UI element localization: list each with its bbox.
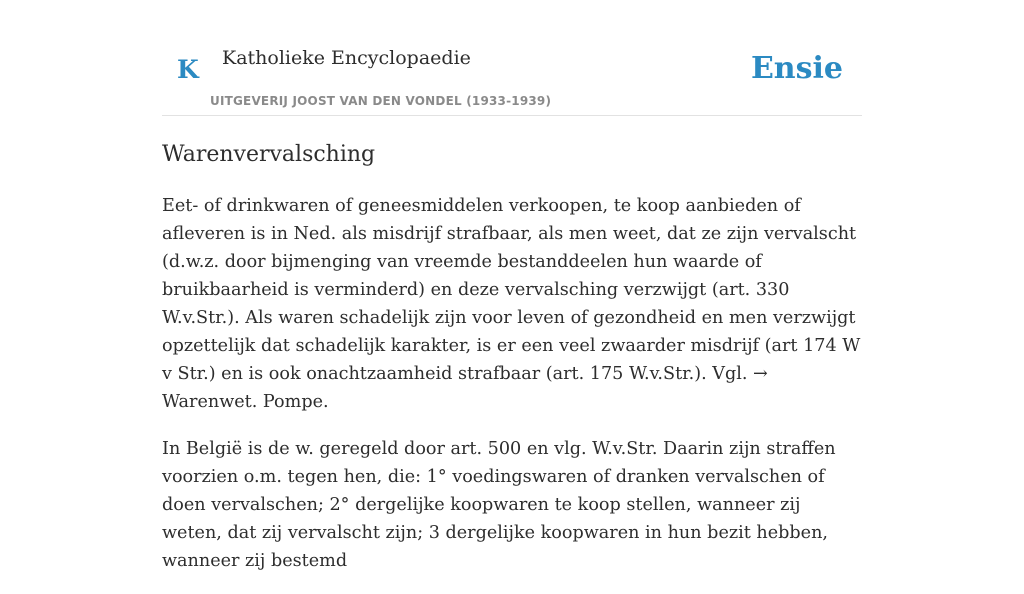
site-title[interactable]: Katholieke Encyclopaedie [222, 47, 471, 69]
article-paragraph-2: In België is de w. geregeld door art. 500 en vlg. W.v.Str. Daarin zijn straffen voorzien o.m. tegen hen, die: 1° voedingswaren of dranken vervalschen of doen vervalschen; 2° dergelijke koopwaren te koop stellen, wanneer zij weten, dat zij vervalscht zijn; 3 dergelijke koopwaren in hun bezit hebben, wanneer zij bestemd [162, 439, 836, 571]
publisher-subtitle: UITGEVERIJ JOOST VAN DEN VONDEL (1933-1939) [210, 94, 552, 108]
article-paragraph-1: Eet- of drinkwaren of geneesmiddelen verkoopen, te koop aanbieden of afleveren is in Ned. als misdrijf strafbaar, als men weet, dat ze zijn vervalscht (d.w.z. door bijmenging van vreemde bestanddeelen hun waarde of bruikbaarheid is verminderd) en deze vervalsching verzwijgt (art. 330 W.v.Str.). Als waren schadelijk zijn voor leven of gezondheid en men verzwijgt opzettelijk dat schadelijk karakter, is er een veel zwaarder misdrijf (art 174 W v Str.) en is ook onachtzaamheid strafbaar (art. 175 W.v.Str.). Vgl. → Warenwet. Pompe. [162, 196, 861, 412]
logo-k-icon[interactable]: K [177, 55, 199, 84]
site-header [162, 0, 862, 116]
ensie-brand-logo[interactable]: Ensie [750, 51, 843, 86]
article-title: Warenvervalsching [162, 142, 376, 167]
article-body [162, 192, 862, 594]
